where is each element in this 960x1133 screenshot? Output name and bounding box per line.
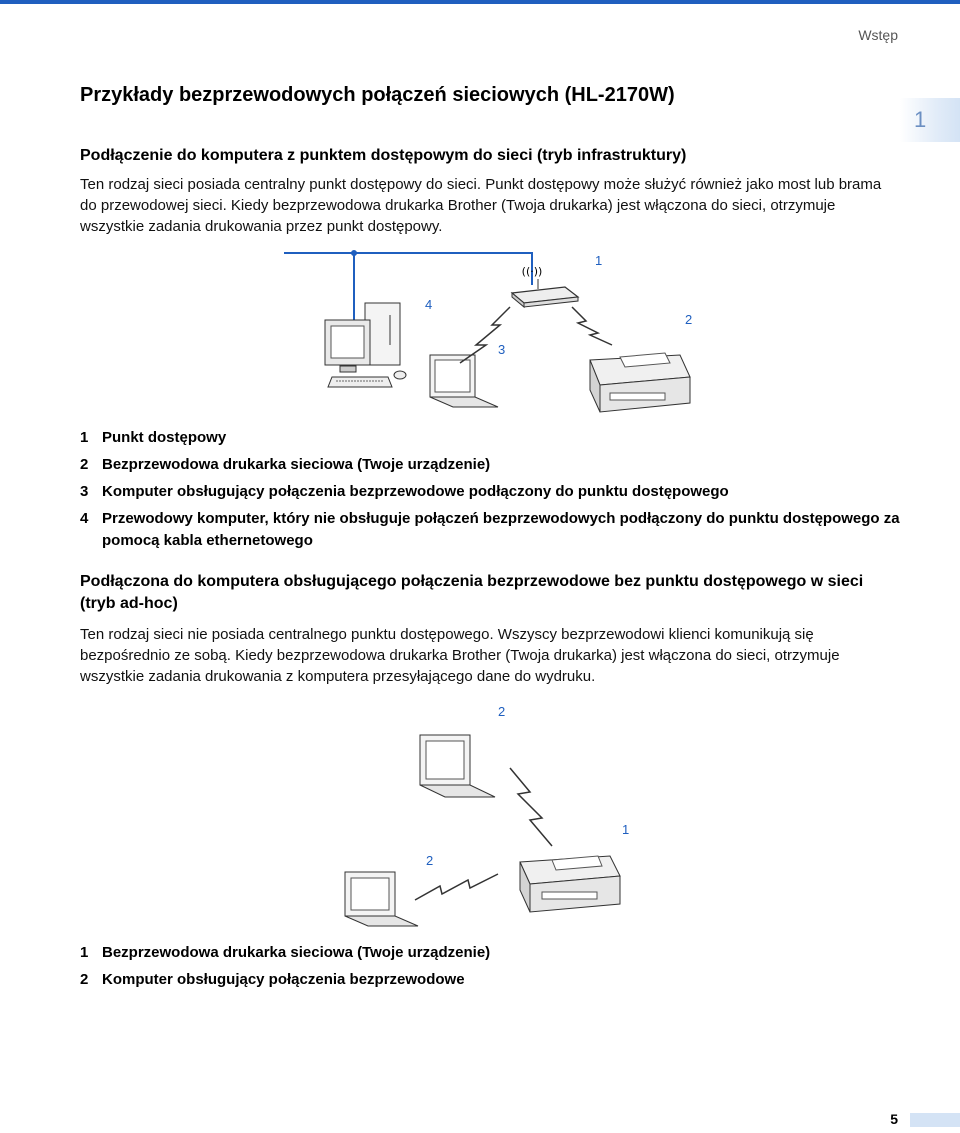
legend-number: 4	[80, 510, 89, 527]
page-number: 5	[890, 1111, 898, 1127]
chapter-tab: 1	[900, 98, 960, 142]
legend-item	[80, 454, 900, 476]
callout-2: 2	[426, 853, 434, 868]
access-point-icon	[512, 265, 578, 307]
legend-text: Bezprzewodowa drukarka sieciowa (Twoje urządzenie)	[102, 456, 491, 473]
legend-number: 2	[80, 971, 89, 988]
page-title: Przykłady bezprzewodowych połączeń sieciowych (HL-2170W)	[80, 84, 675, 106]
ethernet-cable	[284, 250, 532, 327]
printer-icon	[520, 856, 620, 912]
legend-number: 1	[80, 429, 89, 446]
legend-item	[80, 942, 900, 964]
legend-number: 1	[80, 944, 89, 961]
top-rule	[0, 0, 960, 4]
adhoc-legend	[80, 942, 900, 996]
callout-2: 2	[685, 312, 693, 327]
callout-3: 3	[498, 342, 506, 357]
laptop-icon	[430, 355, 498, 407]
adhoc-diagram	[330, 700, 650, 930]
legend-item	[80, 508, 900, 552]
laptop-icon	[345, 872, 418, 926]
desktop-computer-icon	[325, 303, 406, 387]
adhoc-heading: Podłączona do komputera obsługującego połączenia bezprzewodowe bez punktu dostępowego w sieci (tryb ad-hoc)	[80, 573, 864, 612]
legend-text: Bezprzewodowa drukarka sieciowa (Twoje urządzenie)	[102, 944, 491, 961]
page-number-tab	[910, 1113, 960, 1127]
legend-text: Komputer obsługujący połączenia bezprzewodowe podłączony do punktu dostępowego	[102, 483, 729, 500]
infrastructure-diagram	[280, 245, 720, 425]
legend-number: 2	[80, 456, 89, 473]
printer-icon	[590, 353, 690, 412]
legend-number: 3	[80, 483, 89, 500]
callout-2: 2	[498, 704, 506, 719]
adhoc-paragraph: Ten rodzaj sieci nie posiada centralnego punktu dostępowego. Wszyscy bezprzewodowi klienci komunikują się bezpośrednio ze sobą. Kiedy bezprzewodowa drukarka Brother (Twoja drukarka) jest włączona do sieci, otrzymuje wszystkie zadania drukowania z komputera przesyłającego dane do wydruku.	[80, 626, 840, 685]
legend-text: Komputer obsługujący połączenia bezprzewodowe	[102, 971, 465, 988]
running-header: Wstęp	[858, 27, 898, 43]
infrastructure-paragraph: Ten rodzaj sieci posiada centralny punkt dostępowy do sieci. Punkt dostępowy może służyć również jako most lub brama do przewodowej sieci. Kiedy bezprzewodowa drukarka Brother (Twoja drukarka) jest włączona do sieci, otrzymuje wszystkie zadania drukowania przez punkt dostępowy.	[80, 176, 882, 235]
legend-text: Przewodowy komputer, który nie obsługuje połączeń bezprzewodowych podłączony do punktu dostępowego za pomocą kabla ethernetowego	[102, 510, 900, 549]
wireless-signal-icon	[460, 307, 612, 363]
legend-item	[80, 427, 900, 449]
legend-item	[80, 481, 900, 503]
callout-4: 4	[425, 297, 433, 312]
legend-text: Punkt dostępowy	[102, 429, 227, 446]
legend-item	[80, 969, 900, 991]
infrastructure-heading: Podłączenie do komputera z punktem dostępowym do sieci (tryb infrastruktury)	[80, 147, 687, 164]
callout-1: 1	[622, 822, 630, 837]
svg-text:((·)): ((·))	[521, 265, 543, 278]
laptop-icon	[420, 735, 495, 797]
infrastructure-legend	[80, 427, 900, 557]
callout-1: 1	[595, 253, 603, 268]
